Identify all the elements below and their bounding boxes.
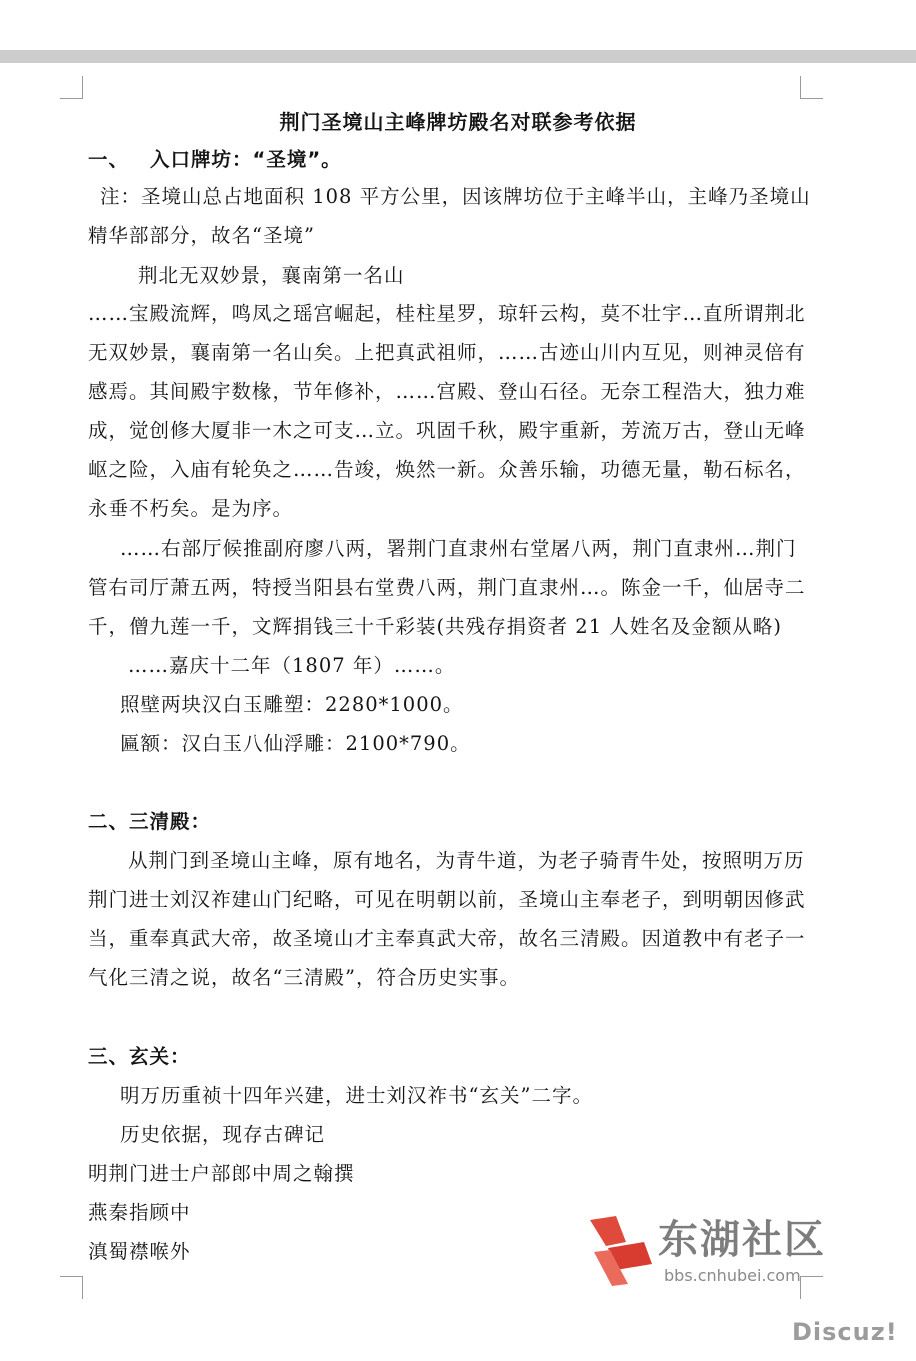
paragraph-line: 精华部部分，故名“圣境” bbox=[88, 224, 315, 247]
section3-heading: 三、玄关： bbox=[88, 1045, 191, 1068]
paragraph-line: 气化三清之说，故名“三清殿”，符合历史实事。 bbox=[88, 966, 520, 989]
paragraph-line: 岖之险，入庙有轮奂之……告竣，焕然一新。众善乐输，功德无量，勒石标名， bbox=[88, 458, 806, 481]
donghu-logo-icon bbox=[586, 1212, 656, 1288]
paragraph-line: ……嘉庆十二年（1807 年）……。 bbox=[128, 654, 456, 677]
paragraph-line: 感焉。其间殿宇数椽，节年修补，……宫殿、登山石径。无奈工程浩大，独力难 bbox=[88, 380, 806, 403]
paragraph-line: 当，重奉真武大帝，故圣境山才主奉真武大帝，故名三清殿。因道教中有老子一 bbox=[88, 927, 806, 950]
paragraph-line: 明荆门进士户部郎中周之翰撰 bbox=[88, 1162, 355, 1185]
paragraph-line: 从荆门到圣境山主峰，原有地名，为青牛道，为老子骑青牛处，按照明万历 bbox=[128, 849, 805, 872]
page-corner-mark-top-left bbox=[60, 76, 83, 99]
section1-heading-number: 一、 bbox=[88, 148, 130, 171]
site-watermark bbox=[586, 1212, 856, 1292]
paragraph-line: 历史依据，现存古碑记 bbox=[120, 1123, 326, 1146]
page-corner-mark-top-right bbox=[800, 76, 823, 99]
paragraph-line: ……宝殿流辉，鸣凤之瑶宫崛起，桂柱星罗，琼轩云构，莫不壮宇…直所谓荆北 bbox=[88, 302, 806, 325]
paragraph-line: ……右部厅候推副府廖八两，署荆门直隶州右堂屠八两，荆门直隶州…荆门 bbox=[120, 537, 797, 560]
watermark-site-url: bbs.cnhubei.com bbox=[664, 1266, 801, 1285]
watermark-site-name: 东湖社区 bbox=[658, 1217, 826, 1263]
section2-heading: 二、三清殿： bbox=[88, 810, 212, 833]
paragraph-line: 明万历重祯十四年兴建，进士刘汉祚书“玄关”二字。 bbox=[120, 1084, 593, 1107]
paragraph-line: 滇蜀襟喉外 bbox=[88, 1240, 191, 1263]
paragraph-line: 管右司厅萧五两，特授当阳县右堂费八两，荆门直隶州…。陈金一千，仙居寺二 bbox=[88, 576, 806, 599]
paragraph-line: 永垂不朽矣。是为序。 bbox=[88, 497, 294, 520]
viewer-top-bar bbox=[0, 50, 916, 63]
paragraph-line: 注：圣境山总占地面积 108 平方公里，因该牌坊位于主峰半山，主峰乃圣境山 bbox=[100, 185, 811, 208]
paragraph-line: 荆北无双妙景，襄南第一名山 bbox=[138, 264, 405, 287]
paragraph-line: 照壁两块汉白玉雕塑：2280*1000。 bbox=[120, 693, 464, 716]
paragraph-line: 荆门进士刘汉祚建山门纪略，可见在明朝以前，圣境山主奉老子，到明朝因修武 bbox=[88, 888, 806, 911]
paragraph-line: 匾额：汉白玉八仙浮雕：2100*790。 bbox=[120, 732, 471, 755]
page-corner-mark-bottom-left bbox=[60, 1276, 83, 1299]
paragraph-line: 无双妙景，襄南第一名山矣。上把真武祖师，……古迹山川内互见，则神灵倍有 bbox=[88, 341, 806, 364]
discuz-brand-watermark: Discuz! bbox=[792, 1318, 898, 1346]
paragraph-line: 千，僧九莲一千，文辉捐钱三十千彩装(共残存捐资者 21 人姓名及金额从略) bbox=[88, 615, 782, 638]
paragraph-line: 燕秦指顾中 bbox=[88, 1201, 191, 1224]
document-title: 荆门圣境山主峰牌坊殿名对联参考依据 bbox=[279, 110, 637, 134]
section1-heading: 入口牌坊：“圣境”。 bbox=[150, 148, 342, 171]
paragraph-line: 成，觉创修大厦非一木之可支…立。巩固千秋，殿宇重新，芳流万古，登山无峰 bbox=[88, 419, 806, 442]
